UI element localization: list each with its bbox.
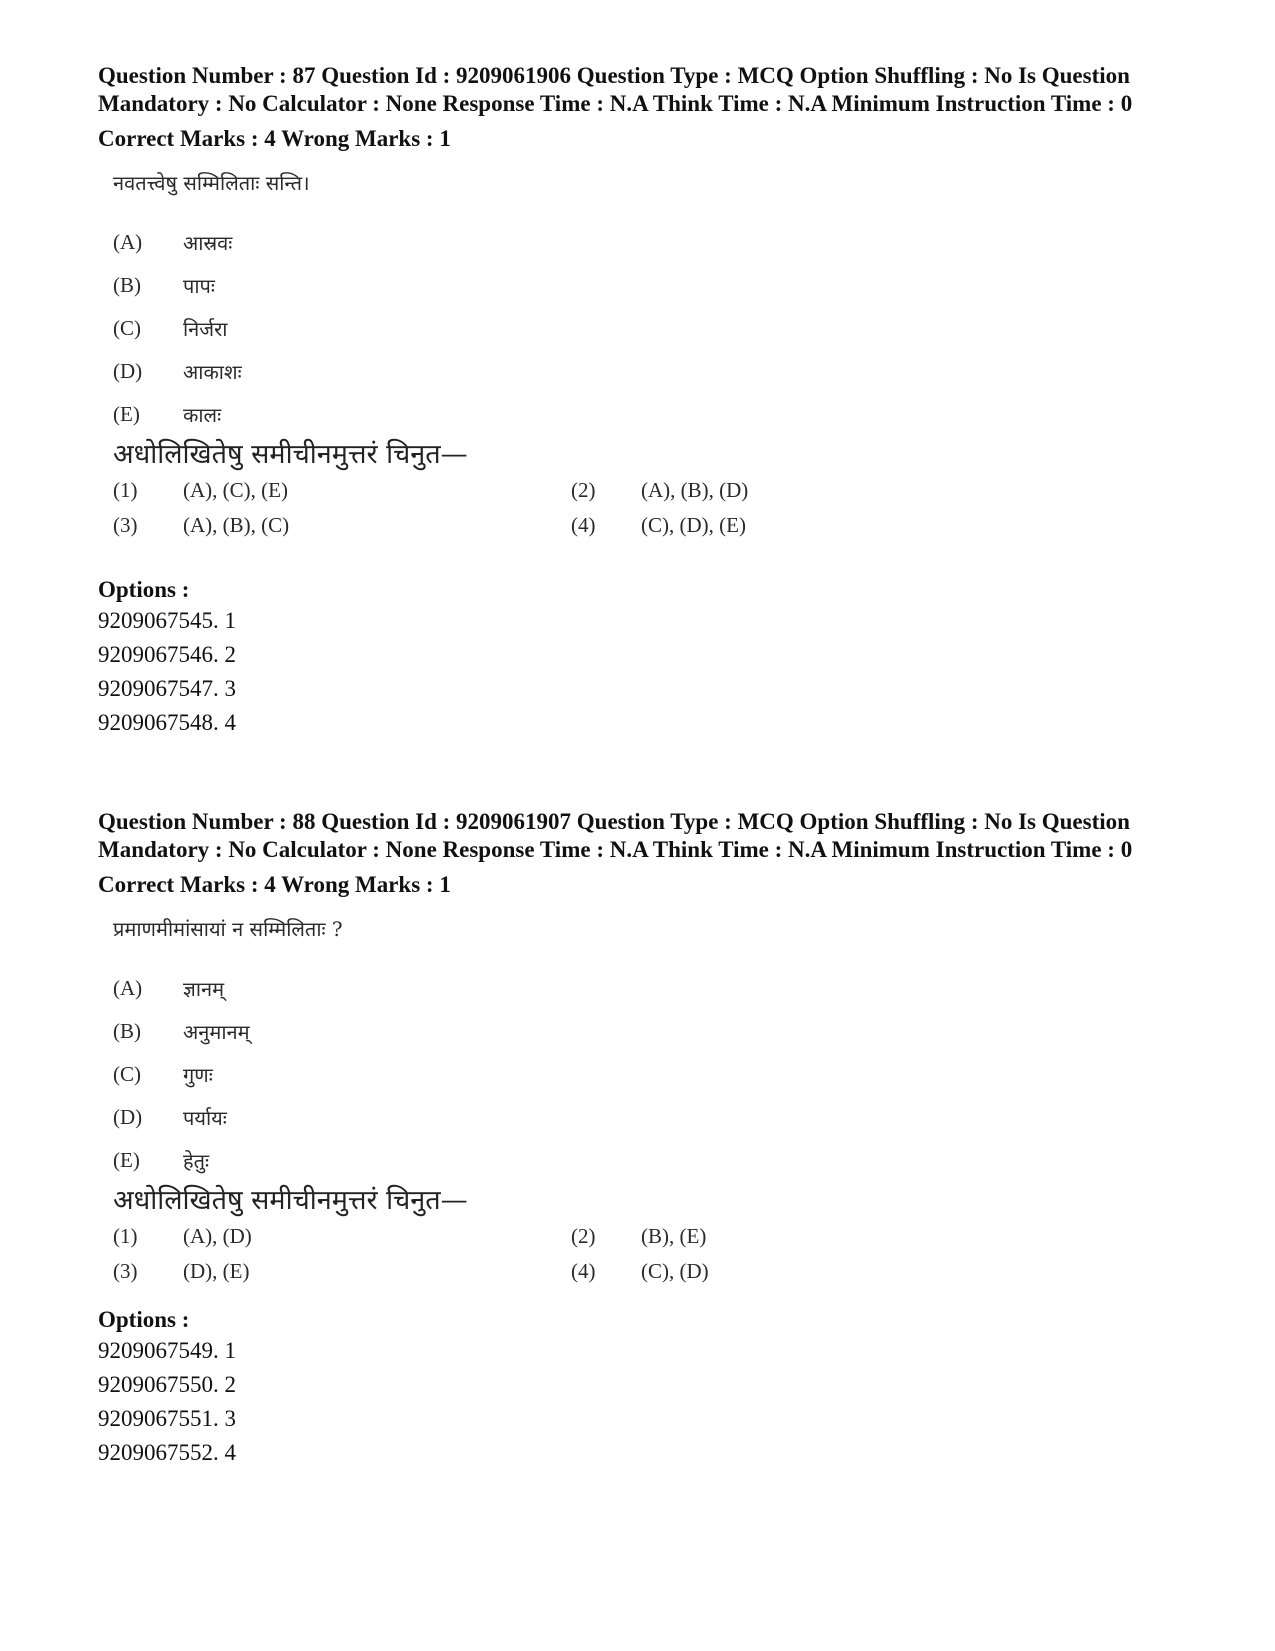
statement-item	[113, 1096, 1178, 1139]
statement-list	[113, 221, 1178, 436]
option-line: 9209067546. 2	[98, 642, 236, 667]
answer-choices	[113, 478, 1178, 538]
marks-line: Correct Marks : 4 Wrong Marks : 1	[98, 872, 451, 897]
answer-choice	[571, 1224, 871, 1249]
option-line: 9209067551. 3	[98, 1406, 236, 1431]
answer-choice	[571, 1259, 871, 1284]
statement-text: पर्यायः	[183, 1106, 227, 1130]
choice-text: (B), (E)	[641, 1224, 707, 1248]
statement-item	[113, 221, 1178, 264]
choice-number: (2)	[571, 1224, 596, 1248]
choice-text: (C), (D)	[641, 1259, 709, 1283]
choice-number: (2)	[571, 478, 596, 502]
question-stem: प्रमाणमीमांसायां न सम्मिलिताः ?	[113, 917, 343, 941]
question-image	[113, 917, 1178, 1284]
question-block	[98, 62, 1178, 740]
statement-text: निर्जरा	[183, 317, 228, 341]
marks-line: Correct Marks : 4 Wrong Marks : 1	[98, 126, 451, 151]
option-line: 9209067552. 4	[98, 1440, 236, 1465]
statement-item	[113, 264, 1178, 307]
statement-label: (D)	[113, 1105, 143, 1129]
options-heading: Options :	[98, 1307, 190, 1332]
options-heading: Options :	[98, 577, 190, 602]
choice-number: (4)	[571, 513, 596, 537]
question-image	[113, 171, 1178, 538]
choice-text: (A), (D)	[183, 1224, 252, 1248]
option-line: 9209067550. 2	[98, 1372, 236, 1397]
option-line: 9209067545. 1	[98, 608, 236, 633]
statement-item	[113, 1139, 1178, 1182]
choice-number: (4)	[571, 1259, 596, 1283]
statement-label: (D)	[113, 359, 143, 383]
statement-item	[113, 1010, 1178, 1053]
answer-instruction: अधोलिखितेषु समीचीनमुत्तरं चिनुत—	[113, 1185, 468, 1216]
answer-choice	[571, 513, 871, 538]
answer-choice	[571, 478, 871, 503]
statement-label: (B)	[113, 273, 141, 297]
statement-label: (A)	[113, 976, 143, 1000]
statement-text: आकाशः	[183, 360, 242, 384]
question-header: Question Number : 87 Question Id : 9209061906 Question Type : MCQ Option Shuffling : No Is Question Mandatory : No Calculator : None Response Time : N.A Think Time : N.A Minimum Instruction Time : 0	[98, 63, 1133, 116]
choice-number: (1)	[113, 478, 138, 502]
choice-text: (A), (B), (C)	[183, 513, 290, 537]
statement-text: कालः	[183, 403, 222, 427]
choice-text: (A), (C), (E)	[183, 478, 288, 502]
statement-item	[113, 393, 1178, 436]
answer-choice	[113, 1224, 571, 1249]
statement-text: हेतुः	[183, 1149, 210, 1173]
statement-text: अनुमानम्	[183, 1020, 250, 1044]
statement-text: पापः	[183, 274, 215, 298]
statement-label: (B)	[113, 1019, 141, 1043]
answer-choices	[113, 1224, 1178, 1284]
answer-choice	[113, 513, 571, 538]
option-line: 9209067548. 4	[98, 710, 236, 735]
statement-label: (C)	[113, 1062, 141, 1086]
statement-text: ज्ञानम्	[183, 977, 225, 1001]
statement-label: (A)	[113, 230, 143, 254]
statement-label: (E)	[113, 402, 140, 426]
statement-item	[113, 307, 1178, 350]
question-block	[98, 808, 1178, 1470]
statement-text: आस्रवः	[183, 231, 233, 255]
statement-item	[113, 1053, 1178, 1096]
option-line: 9209067549. 1	[98, 1338, 236, 1363]
answer-choice	[113, 478, 571, 503]
option-line: 9209067547. 3	[98, 676, 236, 701]
answer-choice	[113, 1259, 571, 1284]
choice-text: (C), (D), (E)	[641, 513, 746, 537]
statement-text: गुणः	[183, 1063, 213, 1087]
statement-item	[113, 350, 1178, 393]
choice-number: (3)	[113, 1259, 138, 1283]
choice-text: (D), (E)	[183, 1259, 250, 1283]
choice-number: (3)	[113, 513, 138, 537]
question-header: Question Number : 88 Question Id : 9209061907 Question Type : MCQ Option Shuffling : No Is Question Mandatory : No Calculator : None Response Time : N.A Think Time : N.A Minimum Instruction Time : 0	[98, 809, 1133, 862]
statement-label: (E)	[113, 1148, 140, 1172]
choice-text: (A), (B), (D)	[641, 478, 749, 502]
answer-instruction: अधोलिखितेषु समीचीनमुत्तरं चिनुत—	[113, 439, 468, 470]
statement-list	[113, 967, 1178, 1182]
question-stem: नवतत्त्वेषु सम्मिलिताः सन्ति।	[113, 171, 310, 195]
choice-number: (1)	[113, 1224, 138, 1248]
statement-label: (C)	[113, 316, 141, 340]
statement-item	[113, 967, 1178, 1010]
